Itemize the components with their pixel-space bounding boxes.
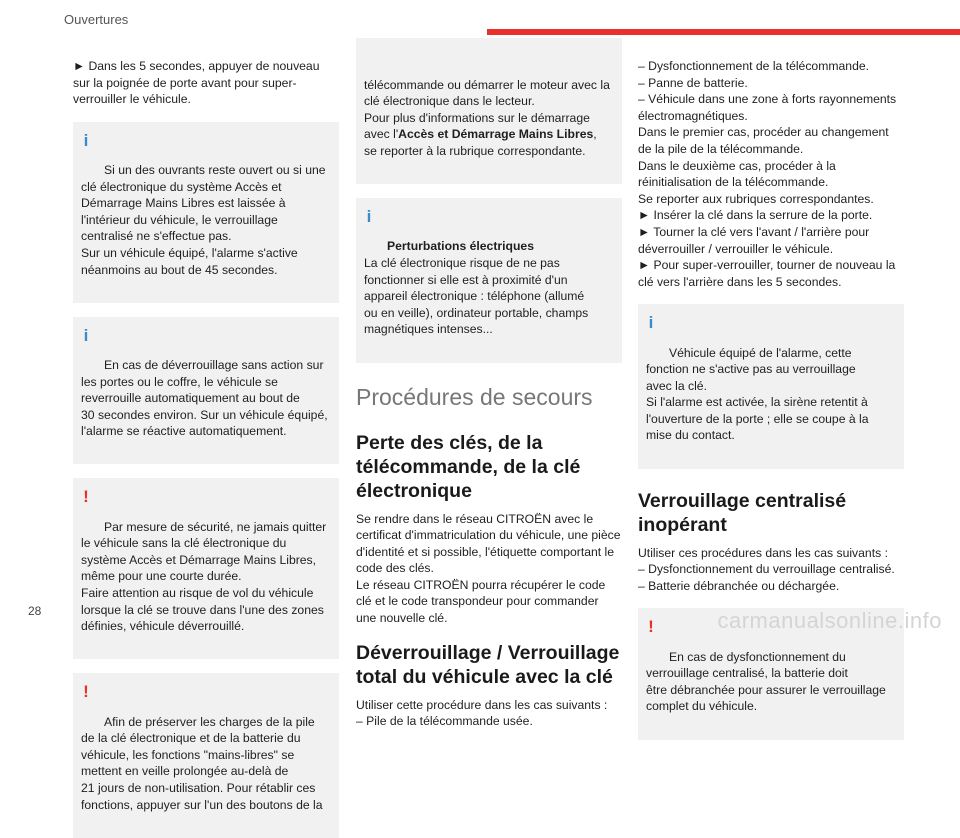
super-lock-step: ► Dans les 5 secondes, appuyer de nouveau sur la poignée de porte avant pour super- verrouiller le véhicule. <box>73 59 320 107</box>
info-note-interference <box>356 198 622 362</box>
central-lock-text: Utiliser ces procédures dans les cas suivants : – Dysfonctionnement du verrouillage centralisé. – Batterie débranchée ou déchargée. <box>638 545 895 593</box>
info-note-text: Si un des ouvrants reste ouvert ou si une clé électronique du système Accès et Démarrage Mains Libres est laissée à l'intérieur du véhicule, le verrouillage centralisé ne s'effectue pas. Sur un véhicule équipé, l'alarme s'active néanmoins au bout de 45 secondes. <box>81 162 326 277</box>
watermark: carmanualsonline.info <box>717 608 942 633</box>
procedure-list: – Dysfonctionnement de la télécommande. – Panne de batterie. – Véhicule dans une zone à forts rayonnements électromagnétiques. Dans le premier cas, procéder au changement de la pile de la télécommande. Dans le deuxième cas, procéder à la réinitialisation de la télécommande. Se reporter aux rubriques correspondantes. ► Insérer la clé dans la serrure de la porte. ► Tourner la clé vers l'avant / l'arrière pour déverrouiller / verrouiller le véhicule. ► Pour super-verrouiller, tourner de nouveau la clé vers l'arrière dans les 5 secondes. <box>638 59 897 289</box>
note-title: Perturbations électriques <box>387 239 534 254</box>
warning-note-text: Par mesure de sécurité, ne jamais quitter le véhicule sans la clé électronique du système Accès et Démarrage Mains Libres, même pour une courte durée. Faire attention au risque de vol du véhicule lorsque la clé se trouve dans l'une des zones définies, véhicule déverrouillé. <box>81 519 327 634</box>
lost-keys-text: Se rendre dans le réseau CITROËN avec le certificat d'immatriculation du véhicule, une pièce d'identité et si possible, l'étiquette comportant le code des clés. Le réseau CITROËN pourra récupérer le code clé et le code transpondeur pour commander une nouvelle clé. <box>356 511 621 626</box>
heading-unlock-key: Déverrouillage / Verrouillage total du véhicule avec la clé <box>356 641 620 688</box>
warning-note-security <box>73 478 339 659</box>
column-2 <box>356 38 622 730</box>
warning-icon: ! <box>83 487 89 507</box>
info-note-text: En cas de déverrouillage sans action sur les portes ou le coffre, le véhicule se reverrouille automatiquement au bout de 30 secondes environ. Sur un véhicule équipé, l'alarme se réactive automatiquement. <box>81 357 328 439</box>
info-note-open-door <box>73 122 339 303</box>
column-3 <box>638 38 904 740</box>
info-note-text: Véhicule équipé de l'alarme, cette fonction ne s'active pas au verrouillage avec la clé. Si l'alarme est activée, la sirène retentit à l'ouverture de la porte ; elle se coupe à la mise du contact. <box>646 345 869 443</box>
page-header-title: Ouvertures <box>64 12 129 27</box>
warning-note-text: Afin de préserver les charges de la pile de la clé électronique et de la batterie du véhicule, les fonctions "mains-libres" se mettent en veille prolongée au-delà de 21 jours de non-utilisation. Pour rétablir ces fonctions, appuyer sur l'un des boutons de la <box>81 714 323 812</box>
info-note-auto-relock <box>73 317 339 465</box>
unlock-key-text: Utiliser cette procédure dans les cas suivants : – Pile de la télécommande usée. <box>356 697 608 729</box>
strong-term: Accès et Démarrage Mains Libres <box>398 127 594 142</box>
column-1 <box>73 38 339 838</box>
info-icon: i <box>366 207 372 227</box>
heading-central-lock: Verrouillage centralisé inopérant <box>638 489 847 536</box>
warning-note-continued <box>356 38 622 184</box>
warning-icon: ! <box>83 682 89 702</box>
info-note-alarm <box>638 304 904 468</box>
info-icon: i <box>648 313 654 333</box>
warning-note-battery <box>73 673 339 837</box>
info-note-text: Perturbations électriques La clé électronique risque de ne pas fonctionner si elle est à proximité d'un appareil électronique : téléphone (allumé ou en veille), ordinateur portable, champs magnétiques intenses... <box>364 239 589 337</box>
continued-note-text: télécommande ou démarrer le moteur avec la clé électronique dans le lecteur. Pour plus d'informations sur le démarrage avec l'Accès et Démarrage Mains Libres, se reporter à la rubrique correspondante. <box>364 77 610 158</box>
heading-lost-keys: Perte des clés, de la télécommande, de la clé électronique <box>356 431 581 502</box>
section-title: Procédures de secours <box>356 383 593 410</box>
warning-icon: ! <box>648 617 654 637</box>
warning-note-text: En cas de dysfonctionnement du verrouillage centralisé, la batterie doit être débranchée pour assurer le verrouillage complet du véhicule. <box>646 649 886 714</box>
header-accent-bar <box>487 29 960 35</box>
info-icon: i <box>83 130 89 150</box>
page-number: 28 <box>28 604 42 618</box>
info-icon: i <box>83 325 89 345</box>
